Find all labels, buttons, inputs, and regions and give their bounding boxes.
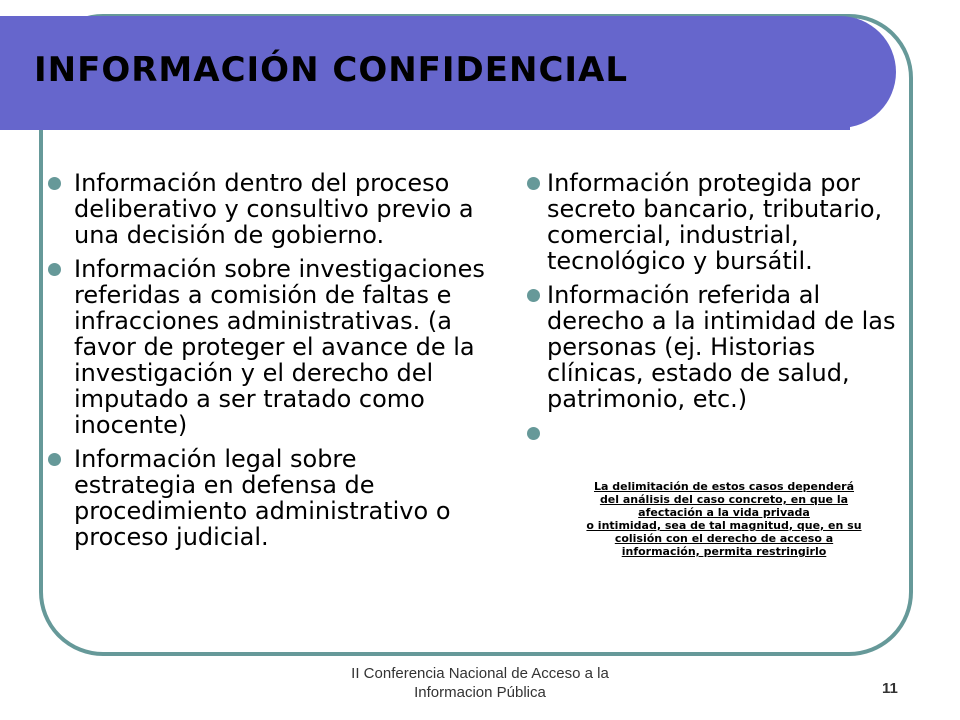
bullet-dot-icon (48, 263, 61, 276)
right-bullet-list (527, 170, 897, 420)
footer-text (290, 664, 670, 702)
left-bullet-list (48, 170, 486, 558)
note-line: o intimidad, sea de tal magnitud, que, en su (586, 519, 862, 532)
note-line: información, permita restringirlo (621, 545, 827, 558)
bullet-item (48, 446, 486, 550)
bullet-item (48, 170, 486, 248)
footer-line: Informacion Pública (414, 684, 546, 701)
note-line: colisión con el derecho de acceso a (614, 532, 834, 545)
page-number: 11 (882, 680, 898, 697)
bullet-text: Información referida al derecho a la intimidad de las personas (ej. Historias clínicas, estado de salud, patrimonio, etc.) (547, 281, 896, 413)
title-underline (0, 126, 850, 130)
bullet-dot-icon (48, 177, 61, 190)
bullet-text: Información protegida por secreto bancario, tributario, comercial, industrial, tecnológico y bursátil. (547, 169, 883, 275)
bullet-dot-icon (527, 427, 540, 440)
slide-title: INFORMACIÓN CONFIDENCIAL (34, 50, 629, 90)
bullet-text: Información sobre investigaciones referidas a comisión de faltas e infracciones administrativas. (a favor de proteger el avance de la investigación y el derecho del imputado a ser tratado como inocente) (74, 255, 485, 439)
bullet-item (527, 282, 897, 412)
bullet-text: Información legal sobre estrategia en defensa de procedimiento administrativo o proceso judicial. (74, 445, 451, 551)
bullet-dot-icon (527, 289, 540, 302)
bullet-item (48, 256, 486, 438)
note-line: La delimitación de estos casos dependerá (593, 480, 855, 493)
bullet-dot-icon (527, 177, 540, 190)
footer-line: II Conferencia Nacional de Acceso a la (351, 665, 609, 682)
bullet-text: Información dentro del proceso deliberativo y consultivo previo a una decisión de gobierno. (74, 169, 474, 249)
bullet-dot-icon (48, 453, 61, 466)
note-line: del análisis del caso concreto, en que la (599, 493, 849, 506)
note-line: afectación a la vida privada (638, 506, 810, 519)
delimitation-note (538, 480, 910, 558)
bullet-item (527, 170, 897, 274)
